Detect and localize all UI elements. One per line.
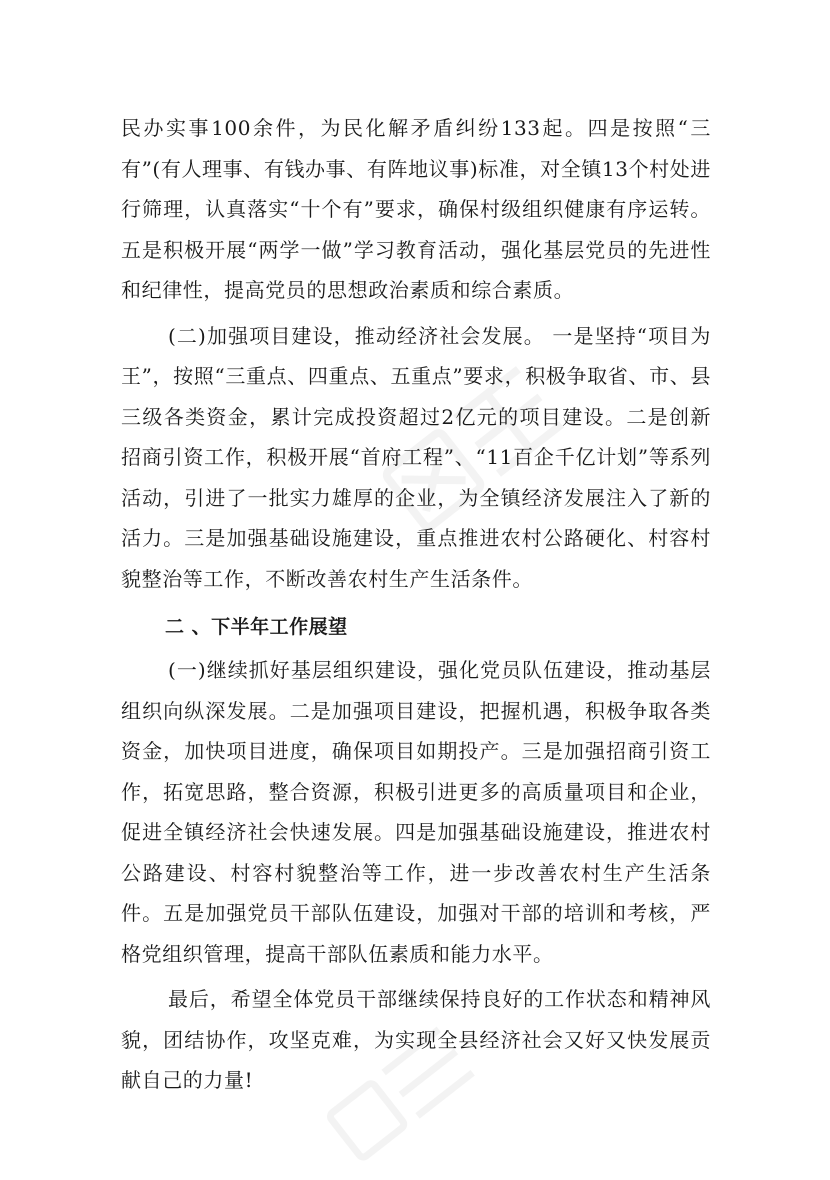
paragraph-closing: 最后，希望全体党员干部继续保持良好的工作状态和精神风貌，团结协作，攻坚克难，为实现全县经济社会又好又快发展贡献自己的力量!	[121, 987, 711, 1092]
paragraph-continued: 民办实事100余件，为民化解矛盾纠纷133起。四是按照“三有”(有人理事、有钱办事、有阵地议事)标准，对全镇13个村处进行筛理，认真落实“十个有”要求，确保村级组织健康有序运转。五是积极开展“两学一做”学习教育活动，强化基层党员的先进性和纪律性，提高党员的思想政治素质和综合素质。	[121, 116, 711, 302]
paragraph-project-construction: (二)加强项目建设，推动经济社会发展。 一是坚持“项目为王”，按照“三重点、四重点、五重点”要求，积极争取省、市、县三级各类资金，累计完成投资超过2亿元的项目建设。二是创新招商引资工作，积极开展“首府工程”、“11百企千亿计划”等系列活动，引进了一批实力雄厚的企业，为全镇经济发展注入了新的活力。三是加强基础设施建设，重点推进农村公路硬化、村容村貌整治等工作，不断改善农村生产生活条件。	[121, 323, 711, 591]
paragraph-outlook: (一)继续抓好基层组织建设，强化党员队伍建设，推动基层组织向纵深发展。二是加强项目建设，把握机遇，积极争取各类资金，加快项目进度，确保项目如期投产。三是加强招商引资工作，拓宽思路，整合资源，积极引进更多的高质量项目和企业，促进全镇经济社会快速发展。四是加强基础设施建设，推进农村公路建设、村容村貌整治等工作，进一步改善农村生产生活条件。五是加强党员干部队伍建设，加强对干部的培训和考核，严格党组织管理，提高干部队伍素质和能力水平。	[121, 658, 711, 966]
document-body	[121, 108, 711, 1101]
section-heading: 二 、下半年工作展望	[165, 616, 348, 638]
